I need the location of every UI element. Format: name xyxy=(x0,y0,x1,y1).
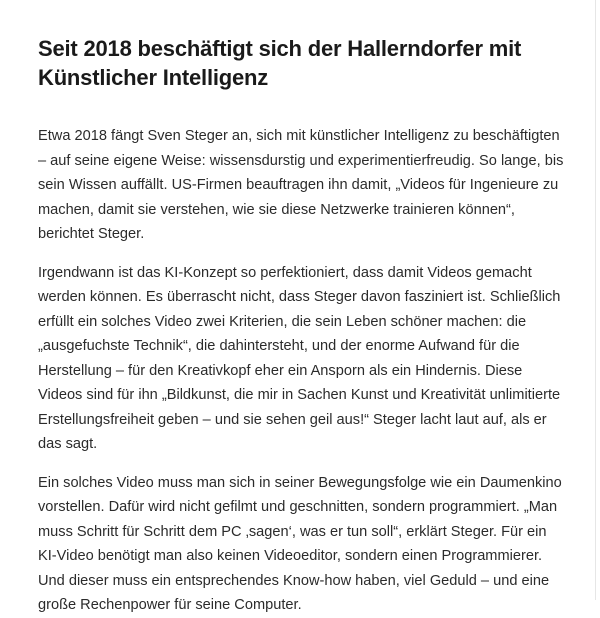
page-edge-divider xyxy=(595,0,596,600)
article-paragraph-2: Irgendwann ist das KI-Konzept so perfektioniert, dass damit Videos gemacht werden können. Es überrascht nicht, dass Steger davon fasziniert ist. Schließlich erfüllt ein solches Video zwei Kriterien, die sein Leben schöner machen: die „ausgefuchste Technik“, die dahintersteht, und der enorme Aufwand für die Herstellung – für den Kreativkopf eher ein Ansporn als ein Hindernis. Diese Videos sind für ihn „Bildkunst, die mir in Sachen Kunst und Kreativität unlimitierte Erstellungsfreiheit geben – und sie sehen geil aus!“ Steger lacht laut auf, als er das sagt. xyxy=(38,264,561,452)
article-paragraph-3: Ein solches Video muss man sich in seiner Bewegungsfolge wie ein Daumenkino vorstellen. Dafür wird nicht gefilmt und geschnitten, sondern programmiert. „Man muss Schritt für Schritt dem PC ‚sagen‘, was er tun soll“, erklärt Steger. Für ein KI-Video benötigt man also keinen Videoeditor, sondern einen Programmierer. Und dieser muss ein entsprechendes Know-how haben, viel Geduld – und eine große Rechenpower für seine Computer. xyxy=(38,474,562,613)
article-paragraph-1: Etwa 2018 fängt Sven Steger an, sich mit künstlicher Intelligenz zu beschäftigten – auf seine eigene Weise: wissensdurstig und experimentierfreudig. So lange, bis sein Wissen auffällt. US-Firmen beauftragen ihn damit, „Videos für Ingenieure zu machen, damit sie verstehen, wie sie diese Netzwerke trainieren können“, berichtet Steger. xyxy=(38,128,564,242)
article-heading: Seit 2018 beschäftigt sich der Hallerndorfer mit Künstlicher Intelligenz xyxy=(38,36,522,90)
